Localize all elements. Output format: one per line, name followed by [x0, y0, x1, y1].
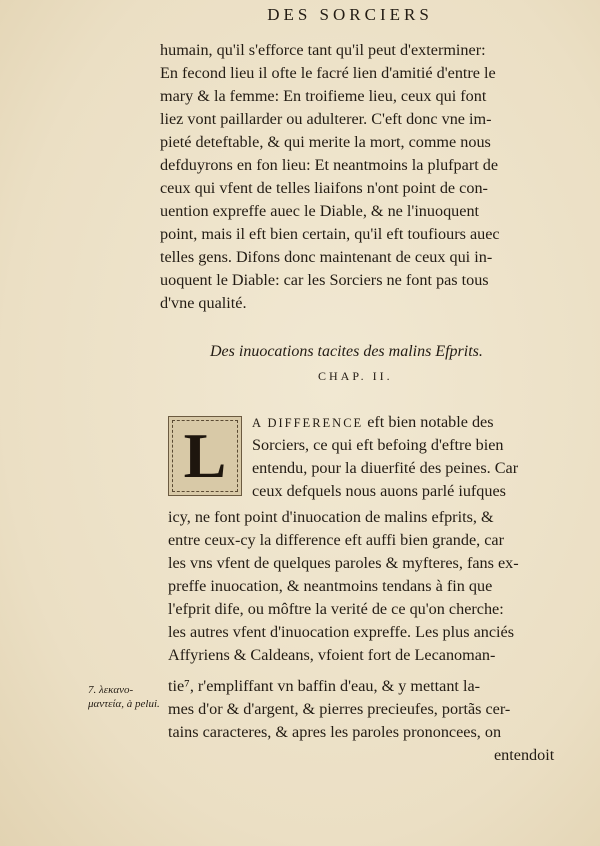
chapter-number: CHAP. II.	[318, 369, 393, 383]
text-line: uoquent le Diable: car les Sorciers ne font pas tous	[160, 271, 489, 289]
text-line: Sorciers, ce qui eft befoing d'eftre bien	[252, 436, 504, 454]
text-line: mary & la femme: En troifieme lieu, ceux qui font	[160, 87, 487, 105]
text-line: preffe inuocation, & neantmoins tendans à fin que	[168, 577, 493, 595]
opening-rest: eft bien notable des	[367, 413, 494, 431]
text-line: tie⁷, r'empliffant vn baffin d'eau, & y mettant la-	[168, 677, 481, 695]
text-line: liez vont paillarder ou adulterer. C'eft donc vne im-	[160, 110, 492, 128]
text-line: les autres vfent d'inuocation expreffe. Les plus anciés	[168, 623, 515, 641]
text-line: defduyrons en fon lieu: Et neantmoins la plufpart de	[160, 156, 499, 174]
chapter-title: Des inuocations tacites des malins Efprits.	[210, 343, 483, 360]
text-line: entendu, pour la diuerfité des peines. Car	[252, 459, 519, 477]
catchword: entendoit	[494, 746, 555, 764]
text-line-first	[252, 412, 494, 433]
text-line: uention expreffe auec le Diable, & ne l'inuoquent	[160, 202, 480, 220]
opening-smallcaps: A DIFFERENCE	[252, 416, 364, 430]
decorated-initial	[168, 416, 242, 496]
text-line: Affyriens & Caldeans, vfoient fort de Lecanoman-	[168, 646, 496, 664]
text-line: tains caracteres, & apres les paroles prononcees, on	[168, 723, 502, 741]
text-line: point, mais il eft bien certain, qu'il eft toufiours auec	[160, 225, 500, 243]
initial-letter: L	[183, 420, 227, 491]
text-line: d'vne qualité.	[160, 294, 247, 312]
text-line: mes d'or & d'argent, & pierres precieufes, portãs cer-	[168, 700, 511, 718]
text-line: ceux defquels nous auons parlé iufques	[252, 482, 506, 500]
text-line: les vns vfent de quelques paroles & myfteres, fans ex-	[168, 554, 519, 572]
text-line: En fecond lieu il ofte le facré lien d'amitié d'entre le	[160, 64, 496, 82]
text-line: icy, ne font point d'inuocation de malins efprits, &	[168, 508, 494, 526]
text-line: entre ceux-cy la difference eft auffi bien grande, car	[168, 531, 504, 549]
text-line: ceux qui vfent de telles liaifons n'ont point de con-	[160, 179, 488, 197]
text-line: l'efprit dife, ou môftre la verité de ce qu'on cherche:	[168, 600, 504, 618]
text-line: telles gens. Difons donc maintenant de ceux qui in-	[160, 248, 493, 266]
running-head: DES SORCIERS	[267, 5, 433, 24]
text-line: pieté deteftable, & qui merite la mort, comme nous	[160, 133, 491, 151]
margin-note: 7. λεκανο-μαντεία, à pelui.	[88, 684, 160, 710]
text-line: humain, qu'il s'efforce tant qu'il peut d'exterminer:	[160, 41, 486, 59]
